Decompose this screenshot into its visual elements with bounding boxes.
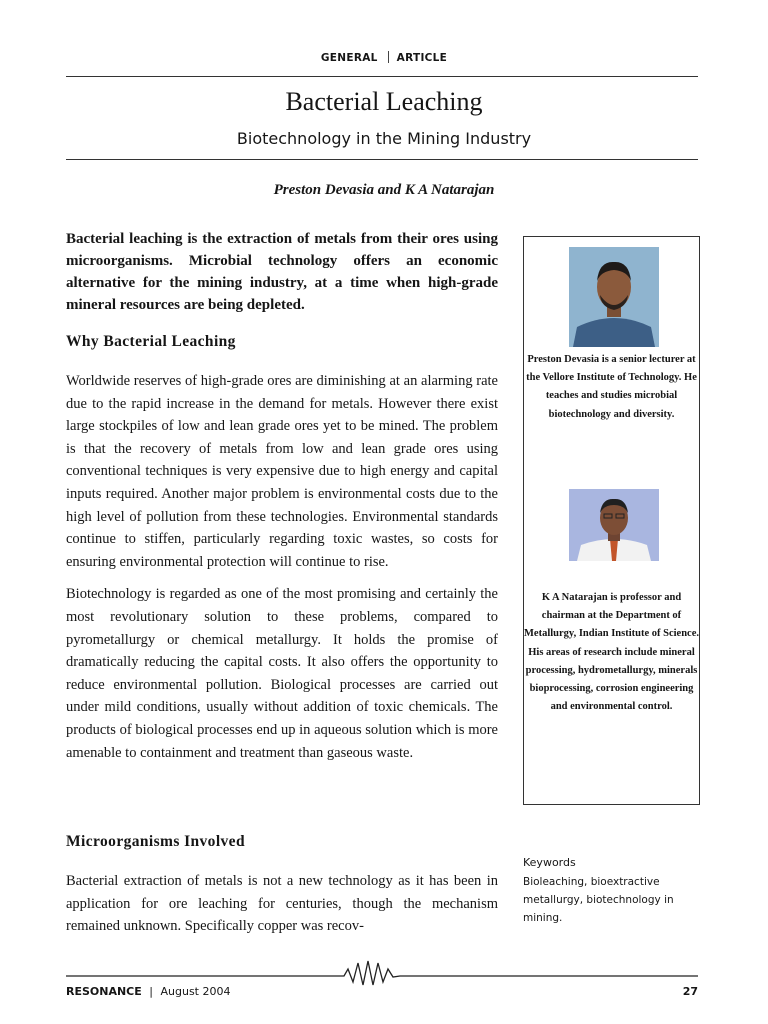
bio-natarajan: K A Natarajan is professor and chairman at the Department of Metallurgy, Indian Institute of Science. His areas of research include mineral processing, hydrometallurgy, minerals bioprocessing, corrosion engineering and environmental control. bbox=[524, 592, 699, 713]
article-subtitle: Biotechnology in the Mining Industry bbox=[236, 129, 532, 148]
author-photo-natarajan bbox=[569, 489, 659, 561]
footer-journal bbox=[66, 985, 231, 998]
footer-wave-rule bbox=[66, 958, 698, 988]
abstract: Bacterial leaching is the extraction of metals from their ores using microorganisms. Microbial technology offers an economic alternative for the mining industry, at a time when high-grade mineral resources are being depleted. bbox=[66, 231, 498, 313]
page-number: 27 bbox=[682, 985, 698, 998]
section-body-microorganisms bbox=[66, 870, 498, 938]
author-bio-box bbox=[523, 236, 700, 805]
journal-name: RESONANCE bbox=[66, 985, 142, 998]
header-divider bbox=[388, 51, 389, 63]
paragraph: Bacterial extraction of metals is not a new technology as it has been in application for ore leaching for centuries, though the mechanism remained unknown. Specifically copper was recov- bbox=[66, 873, 498, 935]
running-header bbox=[0, 51, 768, 64]
section-body-why bbox=[66, 370, 498, 764]
issue-date: August 2004 bbox=[160, 985, 231, 998]
title-rule bbox=[66, 159, 698, 160]
authors: Preston Devasia and K A Natarajan bbox=[273, 182, 495, 198]
bio-devasia: Preston Devasia is a senior lecturer at the Vellore Institute of Technology. He teaches and studies microbial biotechnology and diversity. bbox=[526, 354, 697, 420]
section-heading-microorganisms: Microorganisms Involved bbox=[66, 833, 245, 850]
section-heading-why: Why Bacterial Leaching bbox=[66, 333, 236, 350]
keywords-text: Bioleaching, bioextractive metallurgy, biotechnology in mining. bbox=[523, 876, 674, 924]
author-photo-devasia bbox=[569, 247, 659, 347]
header-section: GENERAL bbox=[320, 52, 378, 64]
paragraph: Biotechnology is regarded as one of the most promising and certainly the most revolutionary solution to these problems, compared to pyrometallurgy or chemical metallurgy. It holds the promise of dramatically reducing the capital costs. It also offers the opportunity to reduce environmental pollution. Biological processes are carried out under mild conditions, usually without addition of toxic chemicals. The products of biological processes end up in aqueous solution which is more amenable to containment and treatment than gaseous waste. bbox=[66, 586, 498, 761]
header-rule bbox=[66, 76, 698, 77]
article-title: Bacterial Leaching bbox=[285, 87, 483, 116]
keywords-heading: Keywords bbox=[523, 856, 576, 869]
paragraph: Worldwide reserves of high-grade ores are diminishing at an alarming rate due to the rapid increase in the demand for metals. However there exist large stockpiles of low and lean grade ores yet to be mined. The problem is that the recovery of metals from low and lean grade ores using conventional techniques is very expensive due to high energy and capital inputs required. Another major problem is environmental costs due to the high level of pollution from these technologies. Environmental standards continue to stiffen, particularly regarding toxic wastes, so costs for ensuring environmental protection will continue to rise. bbox=[66, 373, 498, 570]
header-type: ARTICLE bbox=[396, 52, 448, 64]
footer-divider: | bbox=[149, 985, 153, 998]
